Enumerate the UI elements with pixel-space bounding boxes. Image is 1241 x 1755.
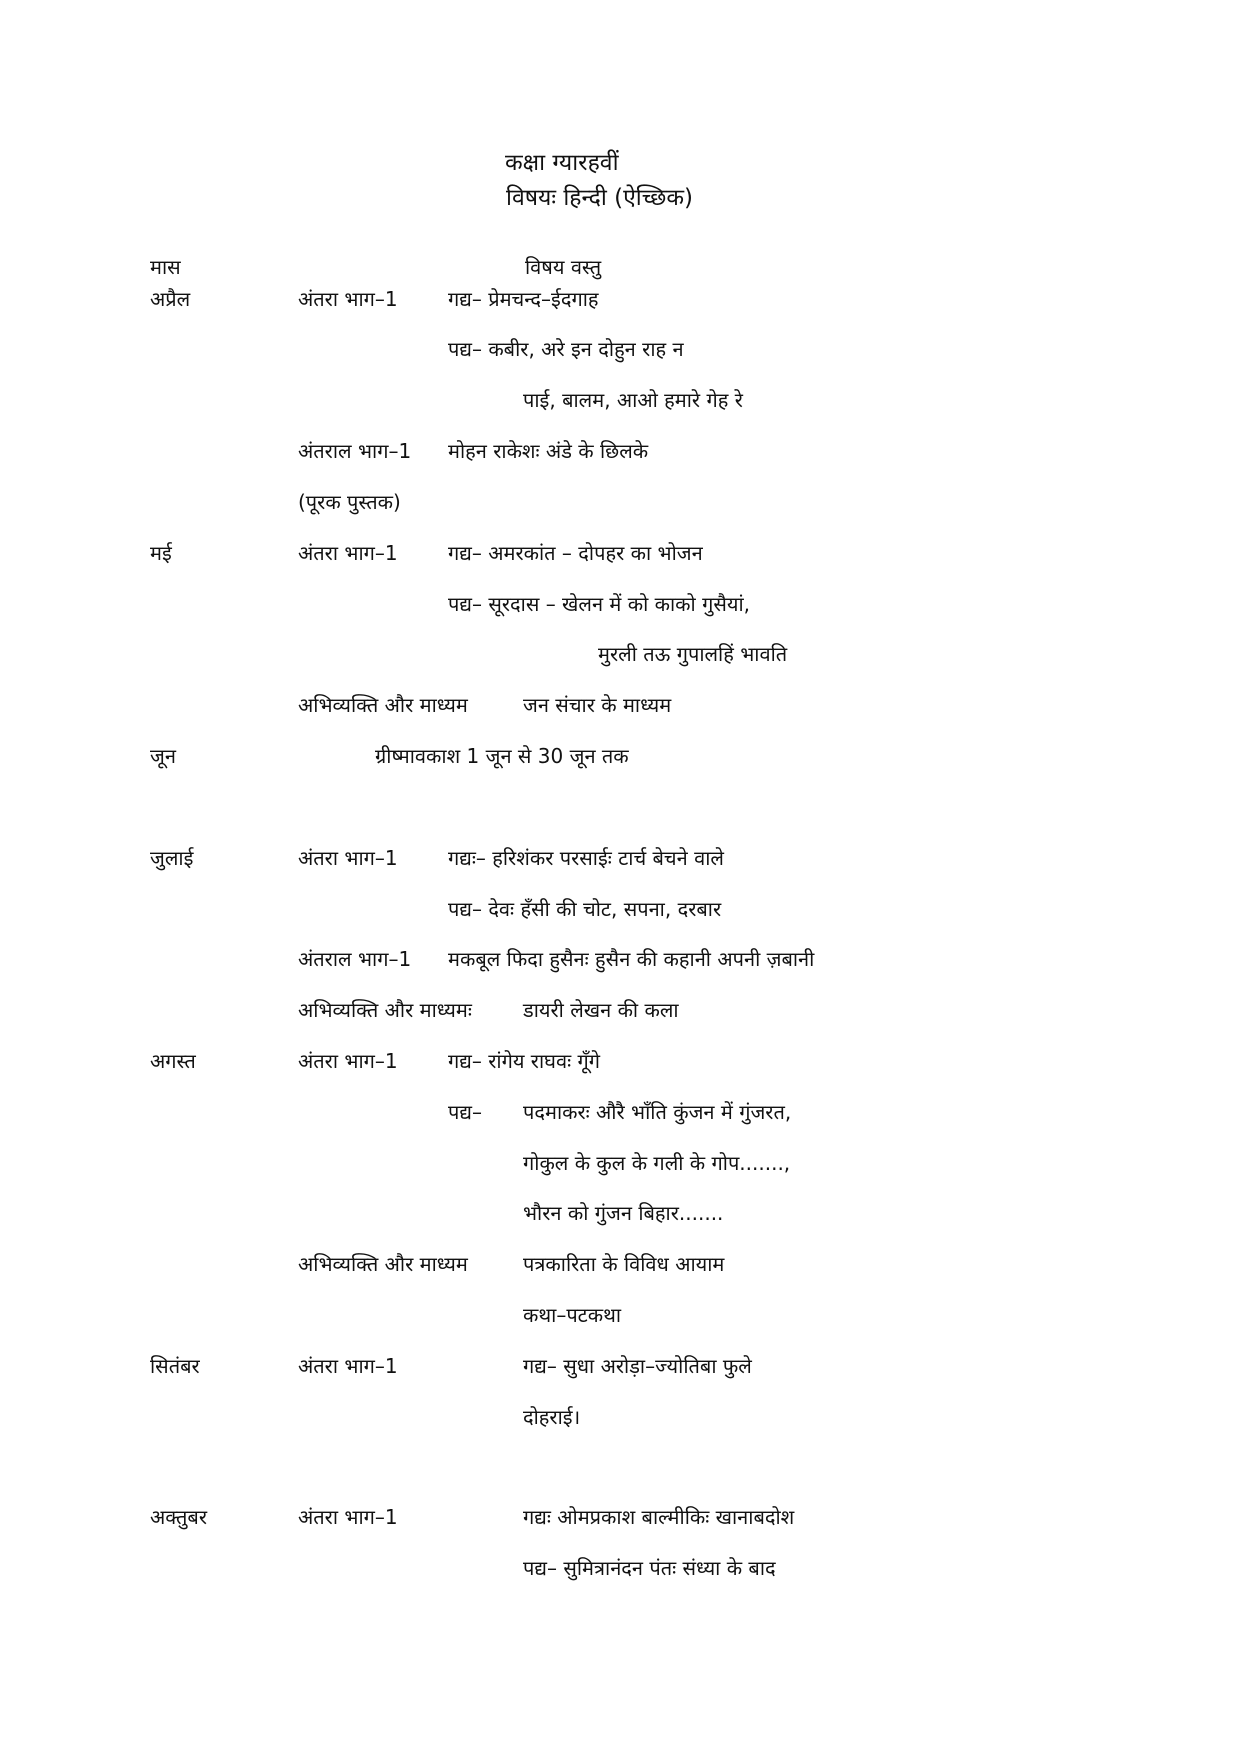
may-prose: गद्य– अमरकांत – दोपहर का भोजन xyxy=(448,541,703,565)
july-prose: गद्यः– हरिशंकर परसाईः टार्च बेचने वाले xyxy=(448,846,724,870)
august-poetry-line: पदमाकरः औरै भाँति कुंजन में गुंजरत, xyxy=(523,1100,792,1124)
april-prose: गद्य– प्रेमचन्द–ईदगाह xyxy=(448,287,599,311)
may-poetry: पद्य– सूरदास – खेलन में को काको गुसैयां, xyxy=(448,592,750,616)
april-supplementary-note: (पूरक पुस्तक) xyxy=(298,490,401,514)
august-poetry-line: भौरन को गुंजन बिहार....... xyxy=(523,1201,724,1225)
july-media: डायरी लेखन की कला xyxy=(523,998,679,1022)
july-book-abhivyakti: अभिव्यक्ति और माध्यमः xyxy=(298,998,472,1022)
august-poetry-label: पद्य– xyxy=(448,1100,482,1124)
content-column-header: विषय वस्तु xyxy=(525,255,602,279)
april-poetry-continued: पाई, बालम, आओ हमारे गेह रे xyxy=(523,388,743,412)
may-book-antara: अंतरा भाग–1 xyxy=(298,541,398,565)
october-poetry: पद्य– सुमित्रानंदन पंतः संध्या के बाद xyxy=(523,1556,776,1580)
august-media: कथा–पटकथा xyxy=(523,1303,622,1327)
july-book-antaral: अंतराल भाग–1 xyxy=(298,947,412,971)
july-book-antara: अंतरा भाग–1 xyxy=(298,846,398,870)
subject-title: विषयः हिन्दी (ऐच्छिक) xyxy=(506,185,693,211)
may-book-abhivyakti: अभिव्यक्ति और माध्यम xyxy=(298,693,468,717)
month-april: अप्रैल xyxy=(150,287,191,311)
july-supplementary: मकबूल फिदा हुसैनः हुसैन की कहानी अपनी ज़बानी xyxy=(448,947,815,971)
month-october: अक्तुबर xyxy=(150,1505,207,1529)
august-book-abhivyakti: अभिव्यक्ति और माध्यम xyxy=(298,1252,468,1276)
july-poetry: पद्य– देवः हँसी की चोट, सपना, दरबार xyxy=(448,897,722,921)
september-prose: गद्य– सुधा अरोड़ा–ज्योतिबा फुले xyxy=(523,1354,752,1378)
month-august: अगस्त xyxy=(150,1049,196,1073)
april-book-antara: अंतरा भाग–1 xyxy=(298,287,398,311)
october-book-antara: अंतरा भाग–1 xyxy=(298,1505,398,1529)
may-poetry-continued: मुरली तऊ गुपालहिं भावति xyxy=(598,642,788,666)
june-vacation: ग्रीष्मावकाश 1 जून से 30 जून तक xyxy=(375,744,629,768)
september-book-antara: अंतरा भाग–1 xyxy=(298,1354,398,1378)
april-supplementary: मोहन राकेशः अंडे के छिलके xyxy=(448,439,649,463)
august-prose: गद्य– रांगेय राघवः गूँगे xyxy=(448,1049,601,1073)
august-book-antara: अंतरा भाग–1 xyxy=(298,1049,398,1073)
month-column-header: मास xyxy=(150,255,181,279)
august-media: पत्रकारिता के विविध आयाम xyxy=(523,1252,725,1276)
october-prose: गद्यः ओमप्रकाश बाल्मीकिः खानाबदोश xyxy=(523,1505,795,1529)
class-title: कक्षा ग्यारहवीं xyxy=(505,150,619,176)
august-poetry-line: गोकुल के कुल के गली के गोप......., xyxy=(523,1151,791,1175)
april-book-antaral: अंतराल भाग–1 xyxy=(298,439,412,463)
month-june: जून xyxy=(150,744,176,768)
month-may: मई xyxy=(150,541,172,565)
month-july: जुलाई xyxy=(150,846,194,870)
may-media: जन संचार के माध्यम xyxy=(523,693,672,717)
april-poetry: पद्य– कबीर, अरे इन दोहुन राह न xyxy=(448,337,684,361)
month-september: सितंबर xyxy=(150,1354,200,1378)
september-revision: दोहराई। xyxy=(523,1405,581,1429)
